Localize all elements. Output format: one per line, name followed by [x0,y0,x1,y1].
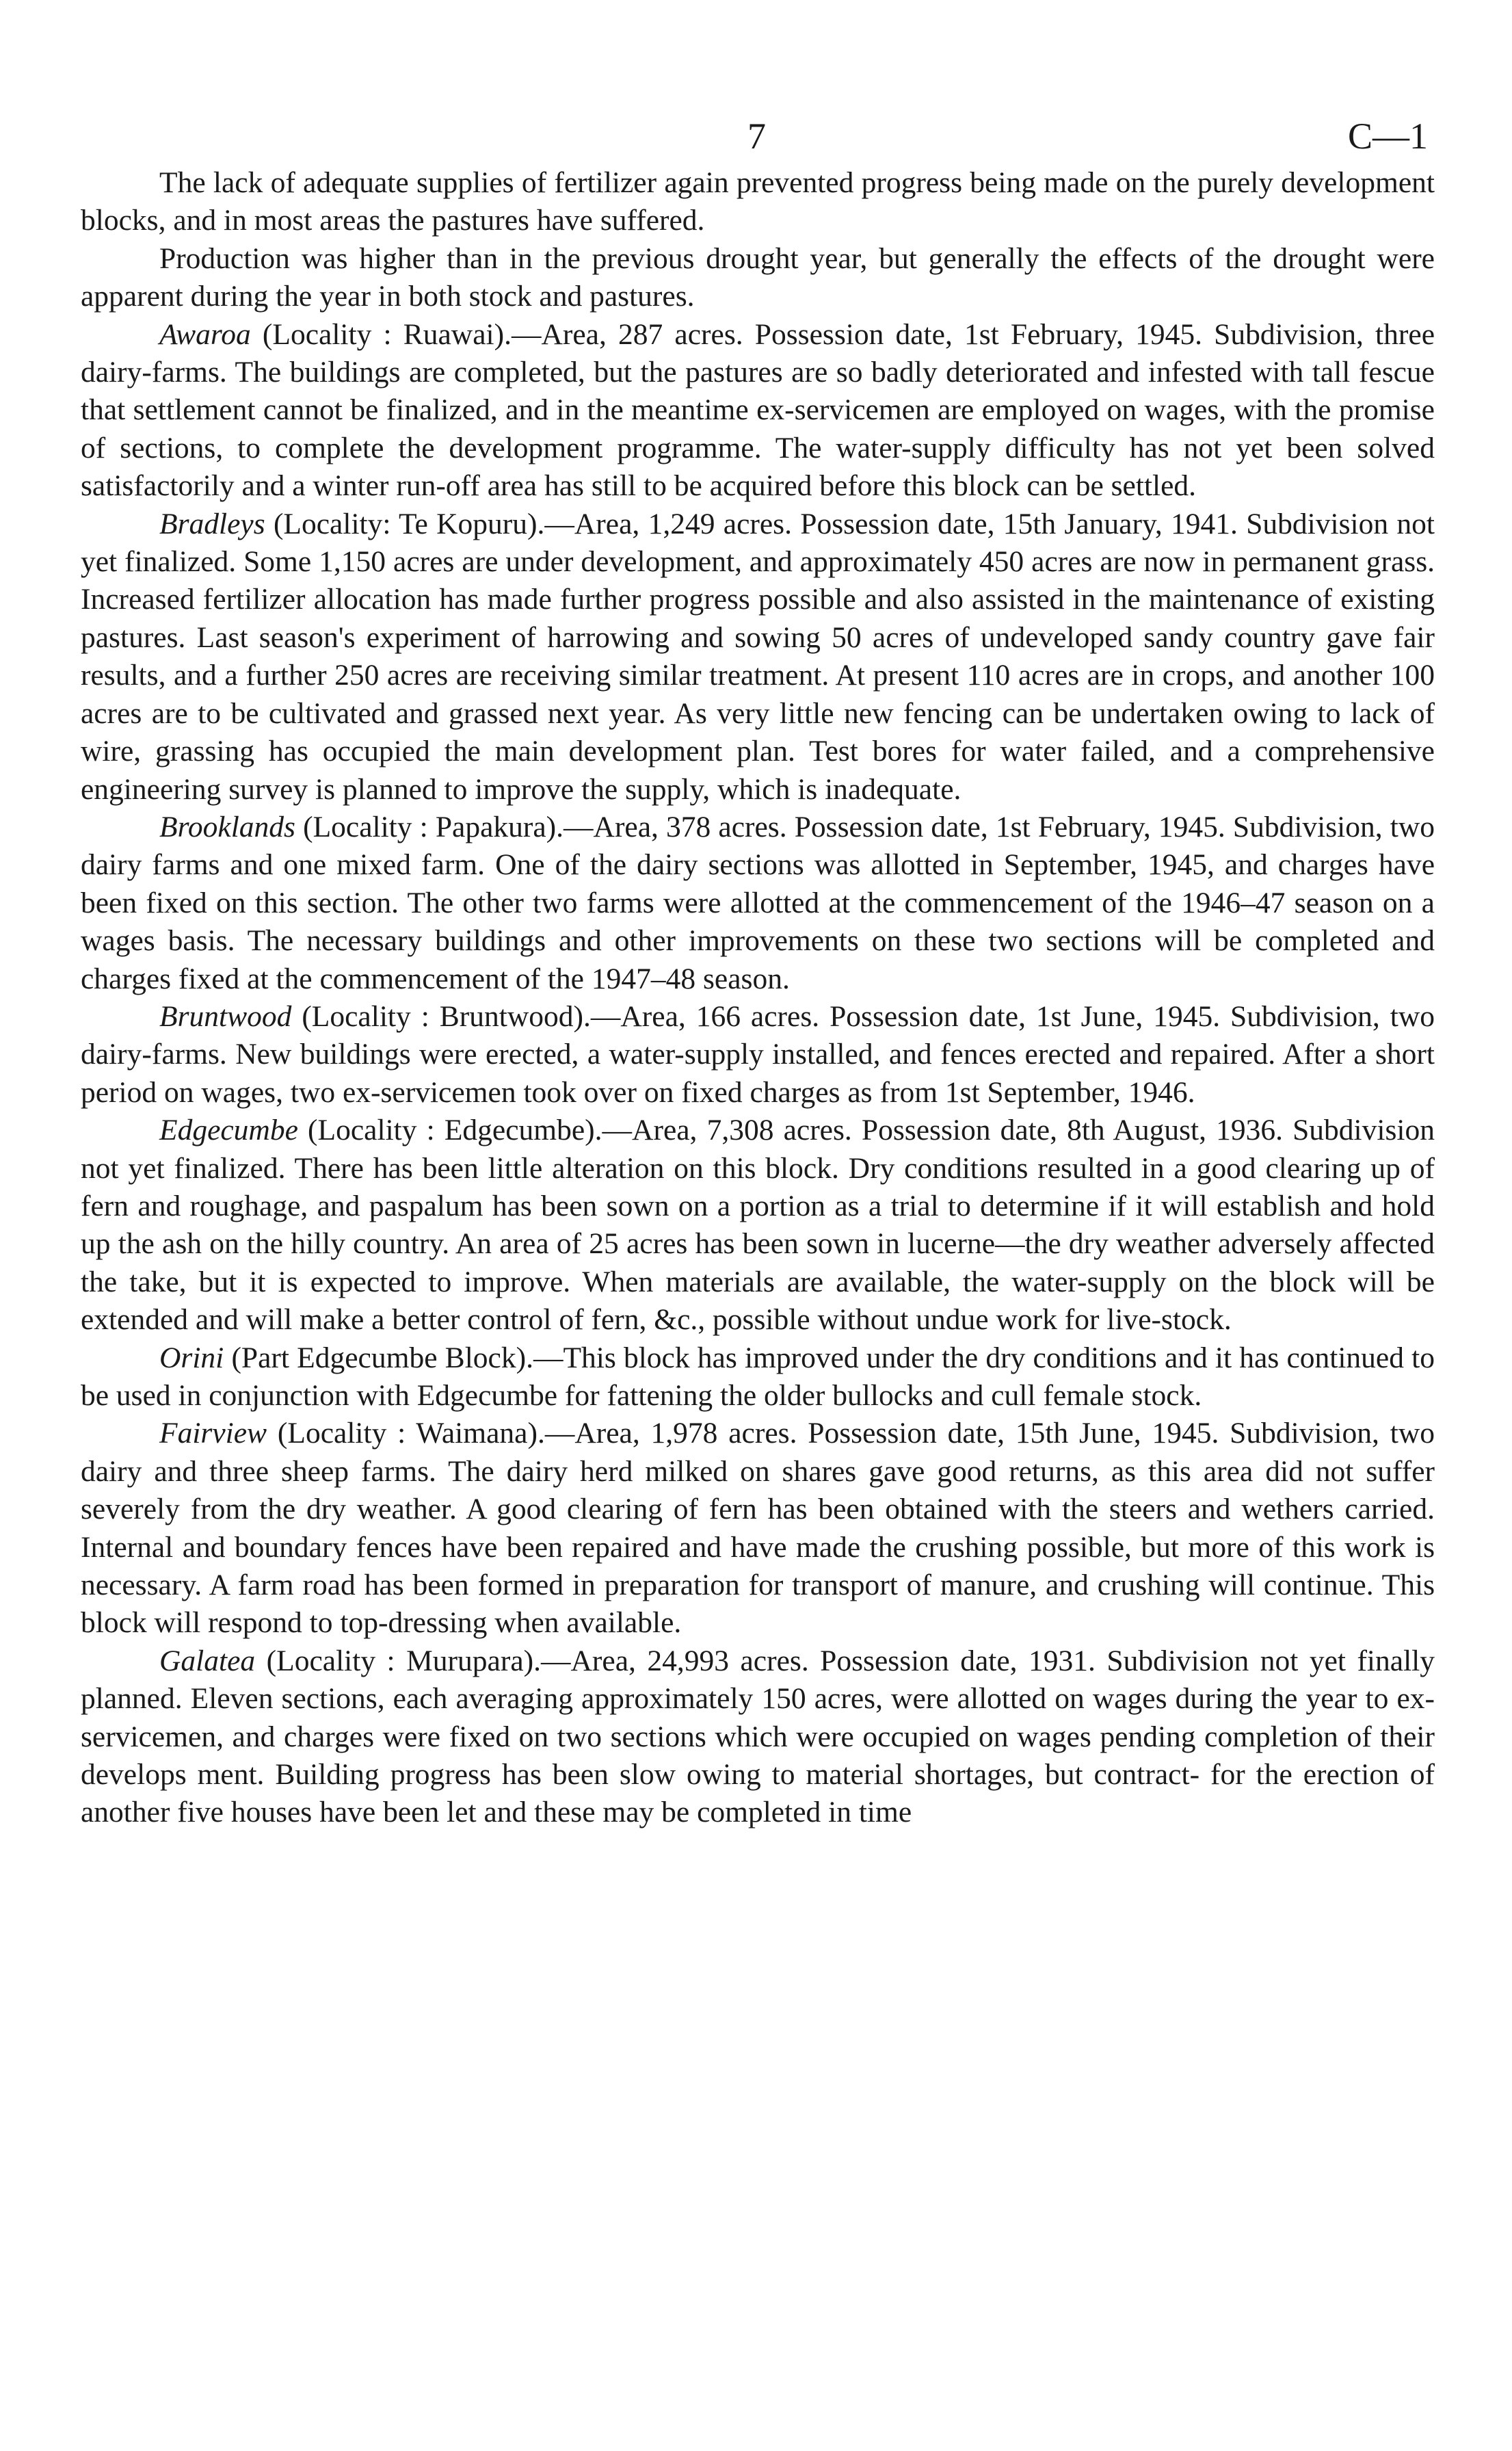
paragraph-text: The lack of adequate supplies of fertilizer again prevented progress being made on the purely development blocks, and in most areas the pastures have suffered. [81,166,1435,237]
block-name: Edgecumbe [159,1114,298,1147]
paragraph-text: (Locality : Waimana).—Area, 1,978 acres. Possession date, 15th June, 1945. Subdivision, two dairy and three sheep farms. The dairy herd milked on shares gave good returns, as this area did not suffer severely from the dry weather. A good clearing of fern has been obtained with the steers and wethers carried. Internal and boundary fences have been repaired and have made the crushing possible, but more of this work is necessary. A farm road has been formed in preparation for transport of manure, and crushing will continue. This block will respond to top-dressing when available. [81,1417,1435,1640]
paragraph-text: (Part Edgecumbe Block).—This block has improved under the dry conditions and it has continued to be used in conjunction with Edgecumbe for fattening the older bullocks and cull female stock. [81,1341,1435,1412]
paragraph-brooklands [81,809,1435,998]
block-name: Awaroa [159,317,251,351]
page [81,103,1435,1832]
page-header [81,103,1435,164]
paragraph-fairview [81,1415,1435,1642]
paragraph-text: (Locality: Te Kopuru).—Area, 1,249 acres. Possession date, 15th January, 1941. Subdivision not yet finalized. Some 1,150 acres are under development, and approximately 450 acres are now in permanent grass. Increased fertilizer allocation has made further progress possible and also assisted in the maintenance of existing pastures. Last season's experiment of harrowing and sowing 50 acres of undeveloped sandy country gave fair results, and a further 250 acres are receiving similar treatment. At present 110 acres are in crops, and another 100 acres are to be cultivated and grassed next year. As very little new fencing can be undertaken owing to lack of wire, grassing has occupied the main development plan. Test bores for water failed, and a comprehensive engineering survey is planned to improve the supply, which is inadequate. [81,507,1435,806]
document-code: C—1 [1347,116,1428,157]
paragraph-text: (Locality : Edgecumbe).—Area, 7,308 acres. Possession date, 8th August, 1936. Subdivision not yet finalized. There has been little alteration on this block. Dry conditions resulted in a good clearing up of fern and roughage, and paspalum has been sown on a portion as a trial to determine if it will establish and hold up the ash on the hilly country. An area of 25 acres has been sown in lucerne—the dry weather adversely affected the take, but it is expected to improve. When materials are available, the water-supply on the block will be extended and will make a better control of fern, &c., possible without undue work for live-stock. [81,1114,1435,1337]
paragraph-orini [81,1339,1435,1415]
paragraph-text: (Locality : Bruntwood).—Area, 166 acres. Possession date, 1st June, 1945. Subdivision, two dairy-farms. New buildings were erected, a water-supply installed, and fences erected and repaired. After a short period on wages, two ex-servicemen took over on fixed charges as from 1st September, 1946. [81,999,1435,1109]
paragraph-production [81,240,1435,316]
paragraph-text: (Locality : Ruawai).—Area, 287 acres. Possession date, 1st February, 1945. Subdivision, three dairy-farms. The buildings are completed, but the pastures are so badly deteriorated and infested with tall fescue that settlement cannot be finalized, and in the meantime ex-servicemen are employed on wages, with the promise of sections, to complete the development programme. The water-supply difficulty has not yet been solved satisfactorily and a winter run-off area has still to be acquired before this block can be settled. [81,317,1435,503]
paragraph-text: (Locality : Murupara).—Area, 24,993 acres. Possession date, 1931. Subdivision not yet finally planned. Eleven sections, each averaging approximately 150 acres, were allotted on wages during the year to ex-servicemen, and charges were fixed on two sections which were occupied on wages pending completion of their develops ment. Building progress has been slow owing to material shortages, but contract- for the erection of another five houses have been let and these may be completed in time [81,1644,1435,1829]
page-number: 7 [747,116,766,157]
paragraph-awaroa [81,316,1435,506]
paragraph-text: (Locality : Papakura).—Area, 378 acres. Possession date, 1st February, 1945. Subdivision, two dairy farms and one mixed farm. One of the dairy sections was allotted in September, 1945, and charges have been fixed on this section. The other two farms were allotted at the commencement of the 1946–47 season on a wages basis. The necessary buildings and other improvements on these two sections will be completed and charges fixed at the commencement of the 1947–48 season. [81,810,1435,995]
paragraph-text: Production was higher than in the previous drought year, but generally the effects of the drought were apparent during the year in both stock and pastures. [81,241,1435,313]
block-name: Bradleys [159,507,265,540]
paragraph-edgecumbe [81,1112,1435,1339]
block-name: Brooklands [159,810,295,843]
paragraph-bruntwood [81,998,1435,1112]
block-name: Fairview [159,1417,267,1450]
paragraph-bradleys [81,506,1435,809]
paragraph-galatea [81,1642,1435,1832]
paragraph-fertilizer [81,164,1435,240]
block-name: Galatea [159,1644,256,1677]
block-name: Bruntwood [159,999,292,1033]
block-name: Orini [159,1341,224,1374]
body-text [81,164,1435,1832]
